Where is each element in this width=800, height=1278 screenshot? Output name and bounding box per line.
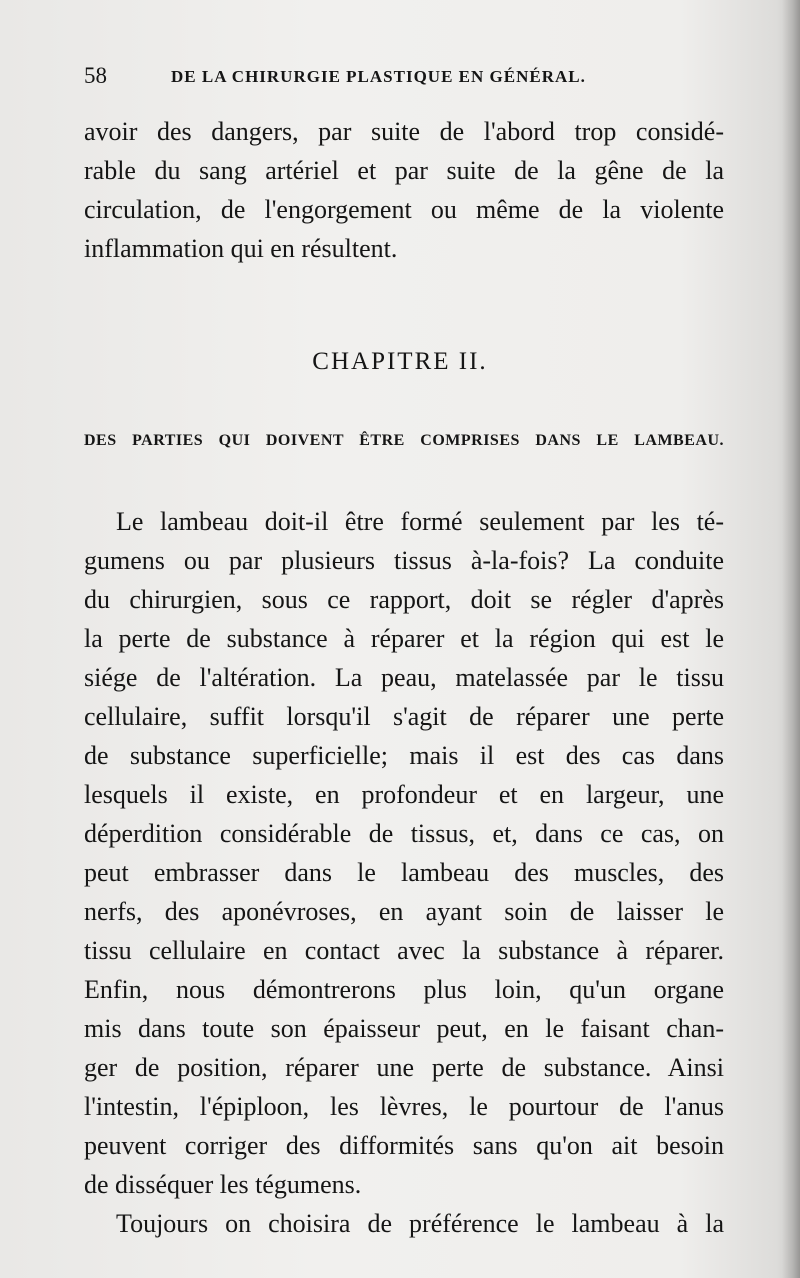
text-line: lesquels il existe, en profondeur et en largeur, une — [84, 780, 724, 809]
text-line: inflammation qui en résultent. — [84, 234, 398, 263]
text-line: rable du sang artériel et par suite de la gêne de la — [84, 156, 724, 185]
text-line: peut embrasser dans le lambeau des muscles, des — [84, 858, 724, 887]
text-line: de substance superficielle; mais il est des cas dans — [84, 741, 724, 770]
text-line: mis dans toute son épaisseur peut, en le faisant chan- — [84, 1014, 724, 1043]
text-line: siége de l'altération. La peau, matelassée par le tissu — [84, 663, 724, 692]
text-line: la perte de substance à réparer et la région qui est le — [84, 624, 724, 653]
text-line: ger de position, réparer une perte de substance. Ainsi — [84, 1053, 724, 1082]
text-line: Enfin, nous démontrerons plus loin, qu'un organe — [84, 975, 724, 1004]
text-line: tissu cellulaire en contact avec la substance à réparer. — [84, 936, 724, 965]
text-line: du chirurgien, sous ce rapport, doit se régler d'après — [84, 585, 724, 614]
text-line: nerfs, des aponévroses, en ayant soin de laisser le — [84, 897, 724, 926]
text-line: de disséquer les tégumens. — [84, 1170, 362, 1199]
text-line: Toujours on choisira de préférence le lambeau à la — [116, 1209, 724, 1238]
page-number: 58 — [84, 63, 107, 88]
chapter-title: CHAPITRE II. — [312, 348, 488, 375]
text-line: Le lambeau doit-il être formé seulement par les té- — [116, 507, 724, 536]
text-line: gumens ou par plusieurs tissus à-la-fois? La conduite — [84, 546, 724, 575]
text-line: peuvent corriger des difformités sans qu'on ait besoin — [84, 1131, 724, 1160]
text-line: déperdition considérable de tissus, et, dans ce cas, on — [84, 819, 724, 848]
text-line: cellulaire, suffit lorsqu'il s'agit de réparer une perte — [84, 702, 724, 731]
chapter-subtitle: DES PARTIES QUI DOIVENT ÊTRE COMPRISES DANS LE LAMBEAU. — [84, 432, 724, 449]
running-title: DE LA CHIRURGIE PLASTIQUE EN GÉNÉRAL. — [171, 67, 586, 86]
page-edge-shadow — [782, 0, 800, 1278]
text-line: l'intestin, l'épiploon, les lèvres, le pourtour de l'anus — [84, 1092, 724, 1121]
text-line: circulation, de l'engorgement ou même de la violente — [84, 195, 724, 224]
text-line: avoir des dangers, par suite de l'abord trop considé- — [84, 117, 724, 146]
page-header — [84, 62, 724, 92]
